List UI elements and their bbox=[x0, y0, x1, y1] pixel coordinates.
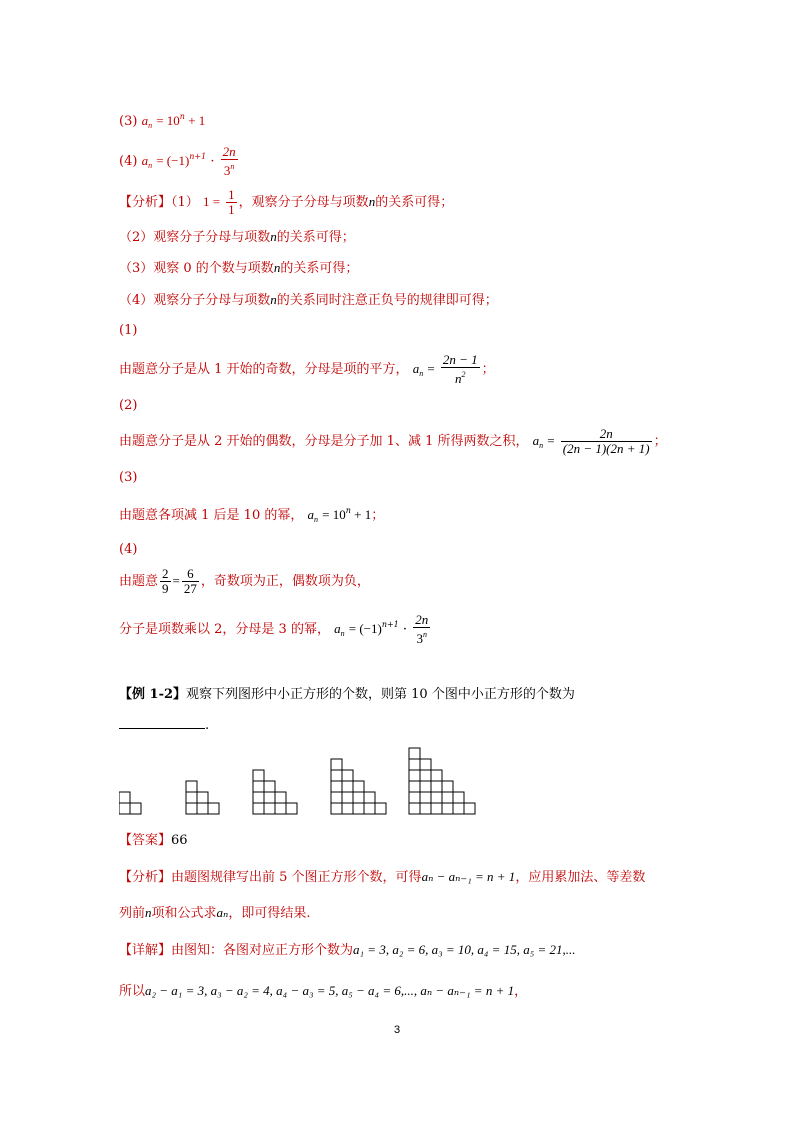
fraction: $\frac{6}{27}$ bbox=[183, 566, 197, 596]
analysis-line-4: （4）观察分子分母与项数n的关系同时注意正负号的规律即可得； bbox=[119, 292, 498, 308]
small-square bbox=[420, 803, 431, 814]
small-square bbox=[409, 770, 420, 781]
analysis2-line-2: 列前n项和公式求aₙ，即可得结果. bbox=[119, 905, 311, 921]
solution-label-1: (1) bbox=[119, 323, 138, 338]
small-square bbox=[342, 792, 353, 803]
small-square bbox=[253, 792, 264, 803]
small-square bbox=[420, 759, 431, 770]
small-square bbox=[409, 803, 420, 814]
fraction: $\frac{2}{9}$ bbox=[162, 566, 169, 596]
answer-blank: . bbox=[119, 716, 209, 735]
small-square bbox=[331, 781, 342, 792]
solution-3: 由题意各项减 1 后是 10 的幂， $a_n = 10^n + 1$； bbox=[119, 506, 385, 524]
small-square bbox=[420, 792, 431, 803]
small-square bbox=[453, 803, 464, 814]
solution-1: 由题意分子是从 1 开始的奇数，分母是项的平方， $a_n$ = $\frac{2n - 1}{n^2}$ ； bbox=[119, 352, 495, 386]
solution-4a: 由题意 $\frac{2}{9}$ = $\frac{6}{27}$ ，奇数项为正，偶数项为负， bbox=[119, 566, 370, 596]
solution-label-3: (3) bbox=[119, 470, 138, 485]
small-square bbox=[253, 781, 264, 792]
staircase-figures bbox=[119, 740, 499, 816]
small-square bbox=[409, 759, 420, 770]
small-square bbox=[197, 803, 208, 814]
small-square bbox=[342, 781, 353, 792]
small-square bbox=[275, 792, 286, 803]
small-square bbox=[264, 803, 275, 814]
small-square bbox=[364, 792, 375, 803]
solution-label-2: (2) bbox=[119, 398, 138, 413]
fraction: $\frac{2n}{(2n - 1)(2n + 1)}$ bbox=[562, 426, 650, 456]
fraction: $\frac{2n}{3^n}$ bbox=[222, 144, 236, 178]
small-square bbox=[208, 803, 219, 814]
small-square bbox=[264, 792, 275, 803]
blank-line bbox=[119, 716, 205, 729]
small-square bbox=[331, 759, 342, 770]
example-heading: 【例 1-2】观察下列图形中小正方形的个数，则第 10 个图中小正方形的个数为 bbox=[119, 687, 575, 702]
detail-line-2: 所以a₂ − a₁ = 3, a₃ − a₂ = 4, a₄ − a₃ = 5, a₅ − a₄ = 6,..., aₙ − aₙ₋₁ = n + 1， bbox=[119, 983, 528, 999]
item-4: (4) $a_n = (-1)^{n+1}$ · $\frac{2n}{3^n}$ bbox=[119, 144, 236, 178]
small-square bbox=[431, 792, 442, 803]
small-square bbox=[186, 792, 197, 803]
answer: 【答案】66 bbox=[119, 833, 188, 848]
small-square bbox=[130, 803, 141, 814]
small-square bbox=[464, 803, 475, 814]
fraction: $\frac{2n}{3^n}$ bbox=[415, 612, 429, 646]
small-square bbox=[353, 792, 364, 803]
analysis-line-1: 【分析】（1） 1 = $\frac{1}{1}$ ，观察分子分母与项数n的关系可得； bbox=[119, 187, 454, 217]
small-square bbox=[431, 770, 442, 781]
small-square bbox=[119, 803, 130, 814]
small-square bbox=[253, 770, 264, 781]
small-square bbox=[431, 803, 442, 814]
detail-line-1: 【详解】由图知：各图对应正方形个数为a₁ = 3, a₂ = 6, a₃ = 10, a₄ = 15, a₅ = 21,... bbox=[119, 942, 576, 958]
small-square bbox=[353, 781, 364, 792]
solution-2: 由题意分子是从 2 开始的偶数，分母是分子加 1、减 1 所得两数之积， $a_n$ = $\frac{2n}{(2n - 1)(2n + 1)}$ ； bbox=[119, 426, 667, 456]
small-square bbox=[442, 803, 453, 814]
small-square bbox=[409, 792, 420, 803]
fraction: $\frac{1}{1}$ bbox=[228, 187, 235, 217]
small-square bbox=[186, 803, 197, 814]
fraction: $\frac{2n - 1}{n^2}$ bbox=[442, 352, 478, 386]
small-square bbox=[442, 792, 453, 803]
small-square bbox=[342, 803, 353, 814]
small-square bbox=[420, 770, 431, 781]
solution-label-4: (4) bbox=[119, 542, 138, 557]
small-square bbox=[119, 792, 130, 803]
item-3: (3) $a_n = 10^n + 1$ bbox=[119, 112, 206, 130]
small-square bbox=[353, 803, 364, 814]
small-square bbox=[275, 803, 286, 814]
small-square bbox=[286, 803, 297, 814]
solution-4b: 分子是项数乘以 2，分母是 3 的幂， $a_n = (-1)^{n+1}$ · $\frac{2n}{3^n}$ bbox=[119, 612, 429, 646]
small-square bbox=[264, 781, 275, 792]
small-square bbox=[453, 792, 464, 803]
analysis-line-3: （3）观察 0 的个数与项数n的关系可得； bbox=[119, 260, 359, 276]
small-square bbox=[364, 803, 375, 814]
small-square bbox=[375, 803, 386, 814]
small-square bbox=[420, 781, 431, 792]
small-square bbox=[186, 781, 197, 792]
analysis2-line-1: 【分析】由题图规律写出前 5 个图正方形个数，可得aₙ − aₙ₋₁ = n + 1，应用累加法、等差数 bbox=[119, 869, 646, 885]
small-square bbox=[331, 792, 342, 803]
small-square bbox=[331, 803, 342, 814]
small-square bbox=[409, 781, 420, 792]
small-square bbox=[442, 781, 453, 792]
small-square bbox=[431, 781, 442, 792]
small-square bbox=[331, 770, 342, 781]
small-square bbox=[197, 792, 208, 803]
small-square bbox=[253, 803, 264, 814]
small-square bbox=[409, 748, 420, 759]
analysis-line-2: （2）观察分子分母与项数n的关系可得； bbox=[119, 229, 355, 245]
page-number: 3 bbox=[393, 1024, 401, 1036]
small-square bbox=[342, 770, 353, 781]
